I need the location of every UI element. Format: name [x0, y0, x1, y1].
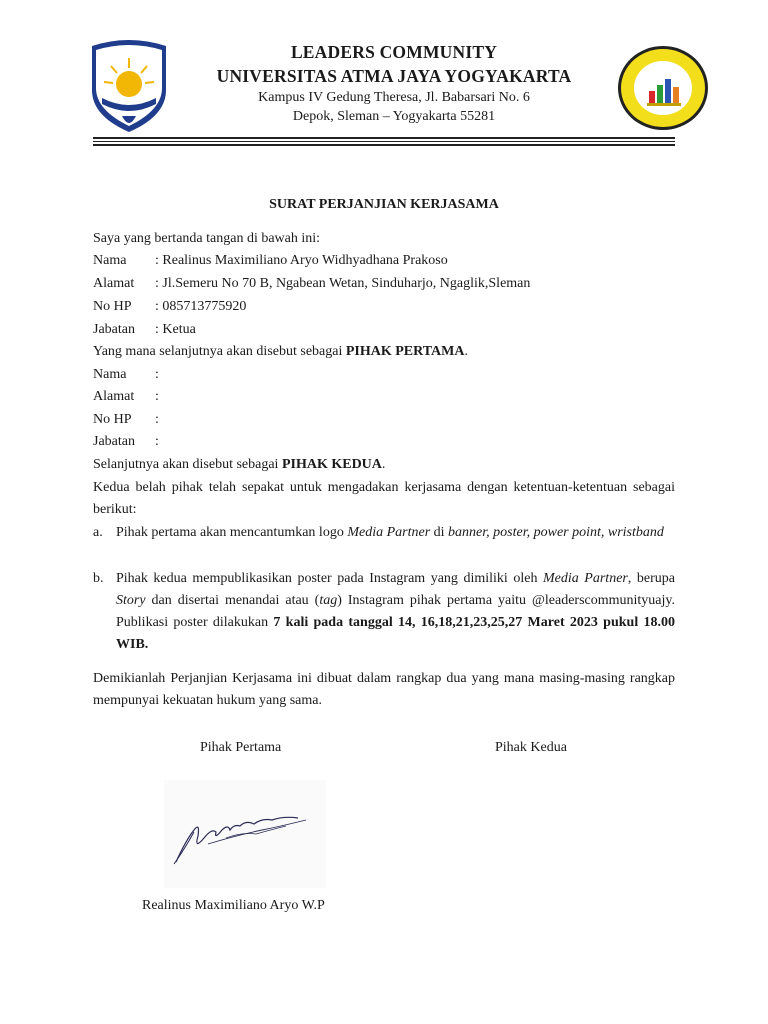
- closing-paragraph: Demikianlah Perjanjian Kerjasama ini dibuat dalam rangkap dua yang mana masing-masing rangkap mempunyai kekuatan hukum yang sama.: [93, 671, 675, 708]
- community-logo: [617, 45, 709, 131]
- party2-designation: Selanjutnya akan disebut sebagai PIHAK KEDUA.: [93, 457, 386, 472]
- signer-name: Realinus Maximiliano Aryo W.P: [142, 898, 325, 913]
- field-value: :: [155, 389, 159, 404]
- field-label: Jabatan: [93, 434, 135, 449]
- header-divider: [93, 141, 675, 142]
- university-name: UNIVERSITAS ATMA JAYA YOGYAKARTA: [216, 66, 572, 86]
- field-label: Jabatan: [93, 322, 135, 337]
- address-line-1: Kampus IV Gedung Theresa, Jl. Babarsari No. 6: [258, 90, 530, 105]
- signature-image: [164, 780, 326, 888]
- field-value: : Realinus Maximiliano Aryo Widhyadhana Prakoso: [155, 253, 448, 268]
- field-label: Nama: [93, 367, 127, 382]
- clause-marker: a.: [93, 525, 103, 540]
- address-line-2: Depok, Sleman – Yogyakarta 55281: [292, 109, 496, 124]
- signature-label-left: Pihak Pertama: [200, 740, 282, 755]
- field-label: Alamat: [93, 389, 135, 404]
- signature-label-right: Pihak Kedua: [495, 740, 567, 755]
- clause-marker: b.: [93, 571, 104, 586]
- field-value: :: [155, 367, 159, 382]
- agreement-intro: Kedua belah pihak telah sepakat untuk mengadakan kerjasama dengan ketentuan-ketentuan sebagai berikut:: [93, 480, 675, 517]
- field-value: :: [155, 412, 159, 427]
- party1-designation: Yang mana selanjutnya akan disebut sebagai PIHAK PERTAMA.: [93, 344, 468, 359]
- field-value: :: [155, 434, 159, 449]
- field-label: No HP: [93, 412, 132, 427]
- field-value: : Jl.Semeru No 70 B, Ngabean Wetan, Sinduharjo, Ngaglik,Sleman: [155, 276, 531, 291]
- field-label: No HP: [93, 299, 132, 314]
- field-value: : Ketua: [155, 322, 196, 337]
- intro-text: Saya yang bertanda tangan di bawah ini:: [93, 231, 321, 246]
- field-label: Alamat: [93, 276, 135, 291]
- clause-b: Pihak kedua mempublikasikan poster pada Instagram yang dimiliki oleh Media Partner, berupa Story dan disertai menandai atau (tag) Instagram pihak pertama yaitu @leaderscommunityuajy. Publikasi poster dilakukan 7 kali pada tanggal 14, 16,18,21,23,25,27 Maret 2023 pukul 18.00 WIB.: [116, 571, 676, 652]
- org-name: LEADERS COMMUNITY: [290, 42, 498, 62]
- field-label: Nama: [93, 253, 127, 268]
- field-value: : 085713775920: [155, 299, 247, 314]
- clause-a: Pihak pertama akan mencantumkan logo Media Partner di banner, poster, power point, wristband: [116, 525, 664, 540]
- header-divider: [93, 137, 675, 139]
- document-title: SURAT PERJANJIAN KERJASAMA: [269, 197, 499, 212]
- university-logo: [86, 38, 172, 134]
- header-divider: [93, 144, 675, 146]
